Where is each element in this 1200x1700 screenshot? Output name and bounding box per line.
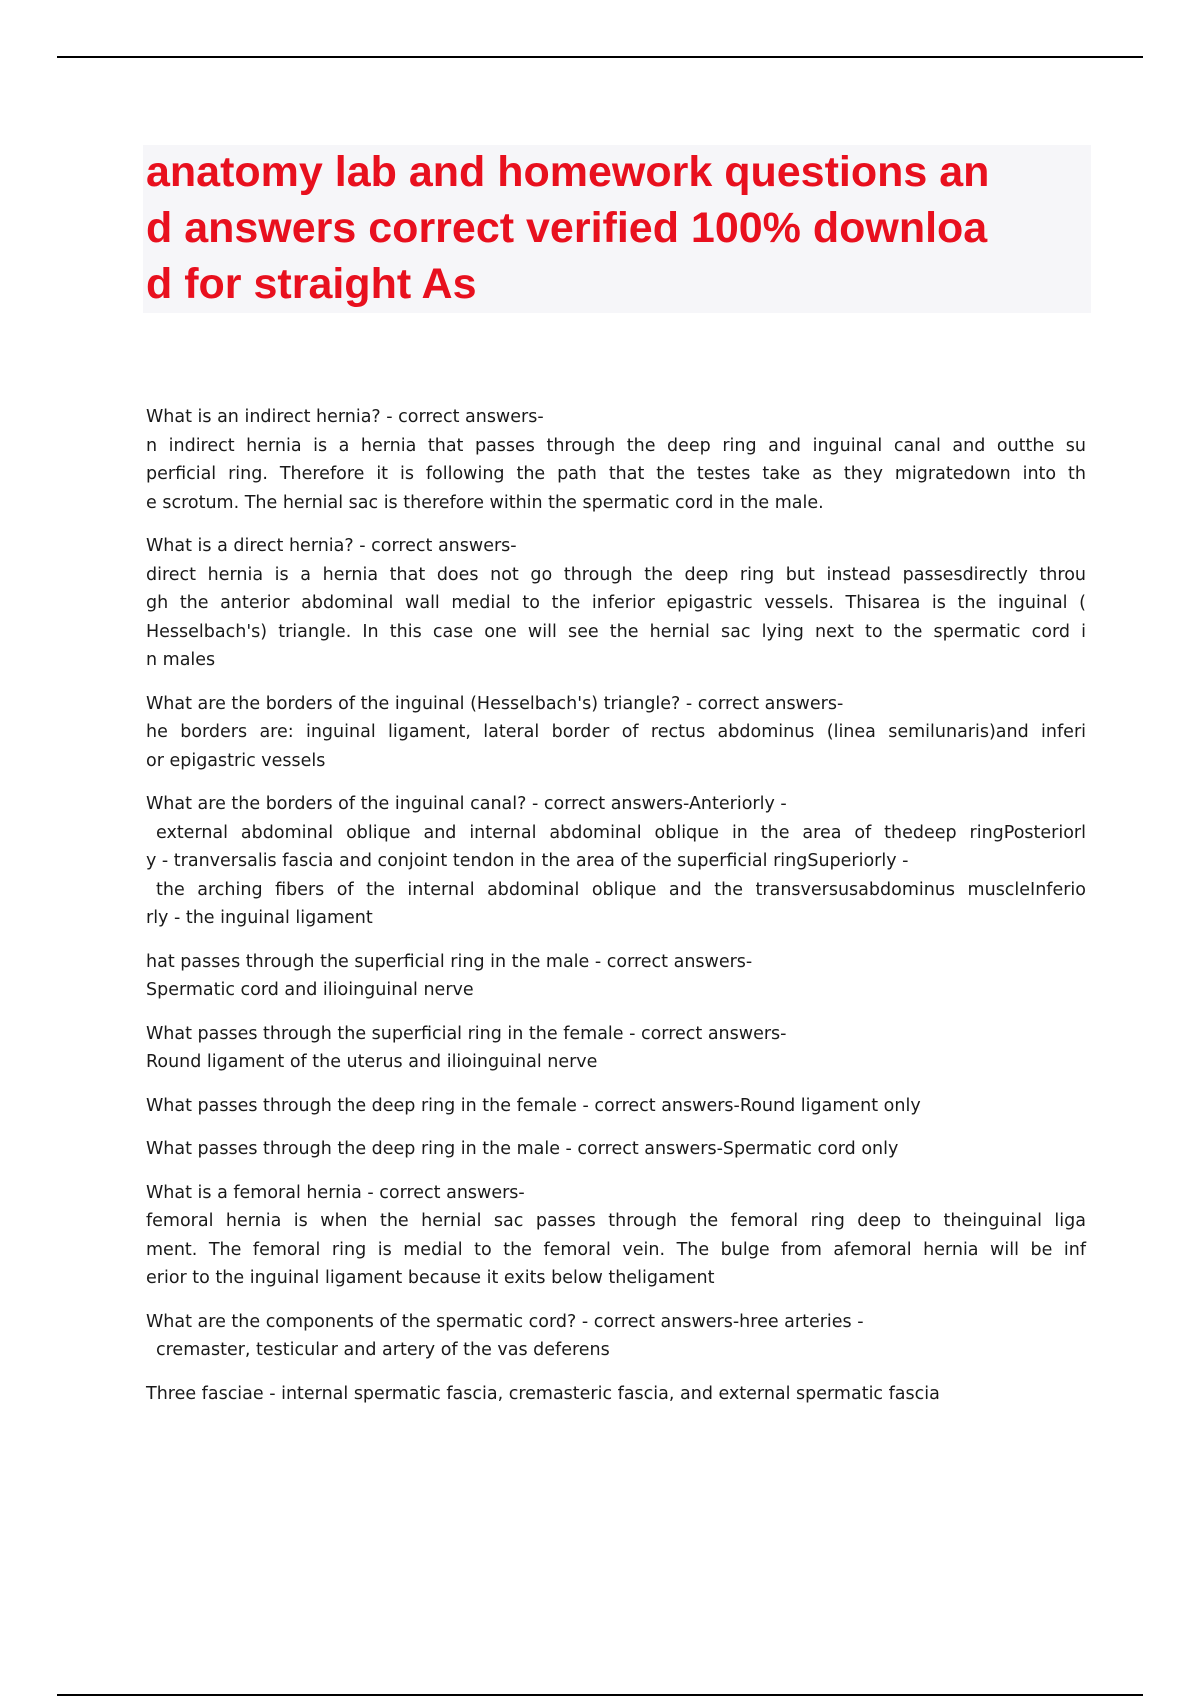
bottom-rule: [57, 1694, 1143, 1696]
answer-line: Three fasciae - internal spermatic fascia, cremasteric fascia, and external spermatic fascia: [146, 1383, 940, 1404]
answer-line: rly - the inguinal ligament: [146, 908, 373, 928]
answer-line: y - tranversalis fascia and conjoint tendon in the area of the superficial ringSuperiorly -: [146, 851, 909, 871]
answer-line: femoral hernia is when the hernial sac passes through the femoral ring deep to theinguinal liga: [146, 1211, 1086, 1231]
qa-item-deep-ring-male: [146, 1135, 1086, 1164]
question-line: What passes through the deep ring in the female - correct answers-Round ligament only: [146, 1095, 921, 1116]
title-line: d for straight As: [146, 260, 477, 308]
question-line: What is a femoral hernia - correct answers-: [146, 1182, 525, 1203]
question-line: What is a direct hernia? - correct answers-: [146, 536, 517, 556]
answer-line: Hesselbach's) triangle. In this case one will see the hernial sac lying next to the spermatic cord i: [146, 621, 1086, 642]
question-line: What are the borders of the inguinal canal? - correct answers-Anteriorly -: [146, 794, 787, 814]
answer-line: the arching fibers of the internal abdominal oblique and the transversusabdominus muscleInferio: [156, 879, 1086, 900]
answer-line: erior to the inguinal ligament because it exits below theligament: [146, 1268, 715, 1288]
answer-line: external abdominal oblique and internal abdominal oblique in the area of thedeep ringPosteriorl: [156, 822, 1086, 843]
qa-item-femoral-hernia: [146, 1179, 1086, 1293]
question-line: What are the borders of the inguinal (Hesselbach's) triangle? - correct answers-: [146, 693, 844, 714]
qa-item-deep-ring-female: [146, 1092, 1086, 1121]
answer-line: e scrotum. The hernial sac is therefore within the spermatic cord in the male.: [146, 492, 824, 513]
qa-item-superficial-ring-female: [146, 1020, 1086, 1077]
question-line: What are the components of the spermatic cord? - correct answers-hree arteries -: [146, 1311, 864, 1332]
answer-line: gh the anterior abdominal wall medial to the inferior epigastric vessels. Thisarea is the inguinal (: [146, 593, 1086, 613]
question-line: What passes through the superficial ring in the female - correct answers-: [146, 1023, 787, 1044]
answer-line: or epigastric vessels: [146, 750, 326, 771]
qa-item-inguinal-canal-borders: [146, 790, 1086, 933]
answer-line: Spermatic cord and ilioinguinal nerve: [146, 980, 474, 1000]
answer-line: n males: [146, 650, 216, 670]
answer-line: n indirect hernia is a hernia that passes through the deep ring and inguinal canal and outthe su: [146, 435, 1086, 456]
qa-item-fasciae: [146, 1380, 1086, 1409]
qa-item-spermatic-cord-components: [146, 1308, 1086, 1365]
answer-line: ment. The femoral ring is medial to the femoral vein. The bulge from afemoral hernia will be inf: [146, 1239, 1086, 1260]
title-line: anatomy lab and homework questions an: [146, 148, 990, 196]
answer-line: Round ligament of the uterus and ilioinguinal nerve: [146, 1052, 598, 1072]
qa-item-superficial-ring-male: [146, 948, 1086, 1005]
document-title: [146, 144, 1091, 312]
answer-line: he borders are: inguinal ligament, lateral border of rectus abdominus (linea semilunaris)and inferi: [146, 722, 1086, 742]
top-rule: [57, 56, 1143, 58]
question-line: What is an indirect hernia? - correct answers-: [146, 407, 544, 427]
answer-line: cremaster, testicular and artery of the vas deferens: [156, 1340, 610, 1360]
qa-item-hesselbach-borders: [146, 690, 1086, 776]
question-line: hat passes through the superficial ring in the male - correct answers-: [146, 951, 753, 972]
question-line: What passes through the deep ring in the male - correct answers-Spermatic cord only: [146, 1139, 899, 1159]
answer-line: perficial ring. Therefore it is following the path that the testes take as they migratedown into th: [146, 464, 1086, 484]
title-line: d answers correct verified 100% downloa: [146, 204, 988, 252]
answer-line: direct hernia is a hernia that does not go through the deep ring but instead passesdirectly throu: [146, 564, 1086, 585]
qa-item-indirect-hernia: [146, 403, 1086, 517]
qa-list: [146, 403, 1086, 1423]
qa-item-direct-hernia: [146, 532, 1086, 675]
